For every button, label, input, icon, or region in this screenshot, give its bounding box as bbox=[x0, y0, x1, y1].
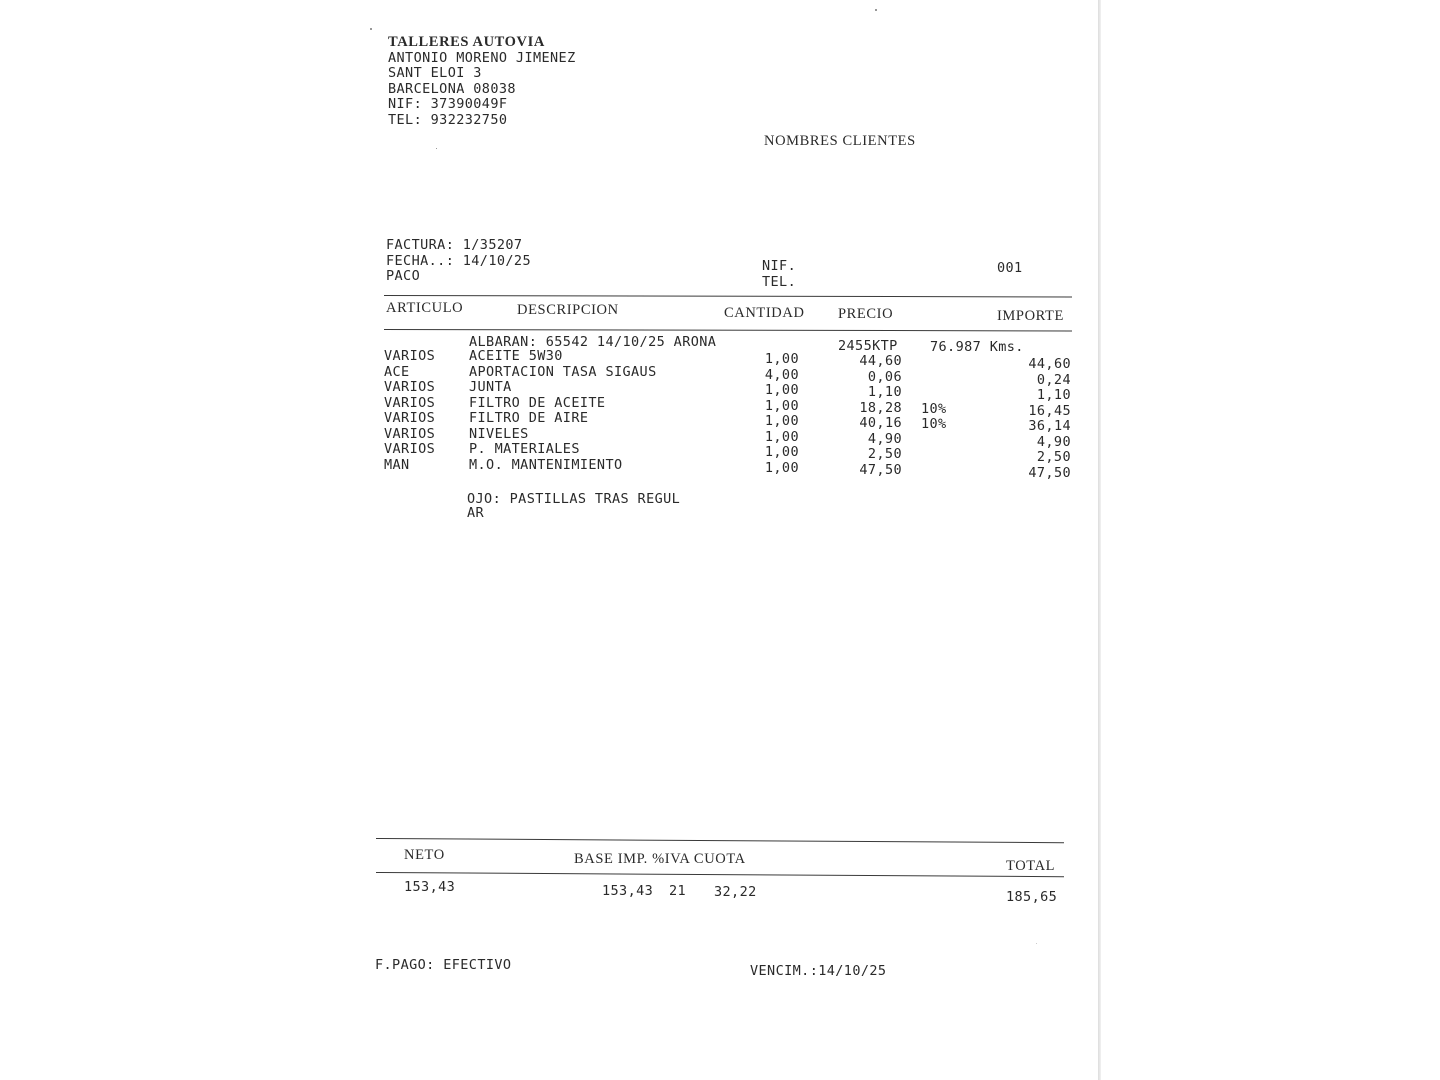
company-name: TALLERES AUTOVIA bbox=[388, 34, 545, 50]
client-nif-label: NIF. bbox=[762, 258, 797, 274]
line-item-cantidad: 1,00 bbox=[764, 397, 799, 414]
line-item-precio: 18,28 bbox=[859, 399, 902, 416]
client-code: 001 bbox=[997, 260, 1023, 276]
client-tel-label: TEL. bbox=[762, 274, 797, 290]
scan-speck bbox=[875, 9, 877, 11]
scan-speck bbox=[436, 148, 437, 149]
col-cantidad: CANTIDAD bbox=[724, 305, 805, 321]
company-owner: ANTONIO MORENO JIMENEZ bbox=[388, 50, 576, 66]
due-date: VENCIM.:14/10/25 bbox=[750, 963, 887, 979]
client-name-label: NOMBRES CLIENTES bbox=[764, 133, 916, 149]
line-item-precio: 40,16 bbox=[859, 415, 902, 431]
invoice-date: FECHA..: 14/10/25 bbox=[386, 253, 531, 269]
table-top-rule bbox=[384, 295, 1072, 297]
note-line-1: OJO: PASTILLAS TRAS REGUL bbox=[467, 491, 681, 507]
line-item-descripcion: FILTRO DE AIRE bbox=[469, 410, 589, 426]
line-item-descripcion: P. MATERIALES bbox=[469, 441, 580, 457]
line-item-importe: 2,50 bbox=[1036, 449, 1071, 465]
totals-total: 185,65 bbox=[1006, 889, 1058, 905]
line-item-articulo: VARIOS bbox=[384, 394, 436, 411]
company-nif: NIF: 37390049F bbox=[388, 96, 508, 112]
company-street: SANT ELOI 3 bbox=[388, 65, 482, 81]
invoice-operator: PACO bbox=[386, 268, 421, 284]
col-precio: PRECIO bbox=[838, 306, 894, 322]
line-item-articulo: VARIOS bbox=[384, 425, 436, 442]
albaran-kms: 76.987 Kms. bbox=[930, 339, 1024, 355]
col-articulo: ARTICULO bbox=[386, 300, 464, 316]
line-item-precio: 2,50 bbox=[867, 446, 902, 462]
page-edge bbox=[1098, 0, 1101, 1080]
line-item-descripcion: ACEITE 5W30 bbox=[469, 348, 563, 364]
line-item-cantidad: 1,00 bbox=[764, 413, 799, 429]
totals-cuota: 32,22 bbox=[714, 884, 757, 900]
invoice-number: FACTURA: 1/35207 bbox=[386, 237, 523, 253]
totals-total-label: TOTAL bbox=[1006, 858, 1056, 874]
line-item-cantidad: 1,00 bbox=[764, 444, 799, 460]
line-item-precio: 0,06 bbox=[867, 368, 902, 385]
company-city: BARCELONA 08038 bbox=[388, 81, 516, 97]
line-item-articulo: MAN bbox=[384, 456, 410, 473]
line-item-cantidad: 4,00 bbox=[764, 366, 799, 383]
line-item-importe: 47,50 bbox=[1028, 464, 1071, 481]
line-item-precio: 4,90 bbox=[867, 430, 902, 447]
line-item-precio: 1,10 bbox=[867, 384, 902, 400]
line-item-articulo: VARIOS bbox=[384, 379, 436, 395]
totals-mid-rule bbox=[376, 872, 1064, 877]
company-tel: TEL: 932232750 bbox=[388, 112, 508, 128]
line-item-articulo: VARIOS bbox=[384, 410, 436, 426]
line-item-descripcion: FILTRO DE ACEITE bbox=[469, 394, 606, 411]
albaran-plate: 2455KTP bbox=[838, 338, 898, 354]
line-item-precio: 47,50 bbox=[859, 461, 902, 478]
line-item-dto: 10% bbox=[921, 416, 947, 432]
line-item-descripcion: NIVELES bbox=[469, 425, 529, 442]
line-item-articulo: VARIOS bbox=[384, 348, 436, 364]
line-item-importe: 36,14 bbox=[1028, 418, 1071, 434]
scan-speck bbox=[370, 28, 372, 30]
scan-speck bbox=[1036, 943, 1037, 944]
line-item-importe: 16,45 bbox=[1028, 402, 1071, 419]
line-item-descripcion: JUNTA bbox=[469, 379, 512, 395]
totals-neto-label: NETO bbox=[404, 847, 445, 863]
totals-base-label: BASE IMP. %IVA CUOTA bbox=[574, 851, 746, 867]
line-item-cantidad: 1,00 bbox=[764, 459, 799, 476]
payment-method: F.PAGO: EFECTIVO bbox=[375, 957, 512, 973]
albaran-text: ALBARAN: 65542 14/10/25 ARONA bbox=[469, 334, 717, 350]
totals-neto: 153,43 bbox=[404, 879, 456, 895]
totals-base: 153,43 bbox=[602, 883, 654, 899]
line-item-importe: 44,60 bbox=[1028, 356, 1071, 372]
col-descripcion: DESCRIPCION bbox=[517, 302, 619, 318]
col-importe: IMPORTE bbox=[997, 308, 1064, 324]
line-item-descripcion: APORTACION TASA SIGAUS bbox=[469, 363, 657, 380]
line-item-dto: 10% bbox=[921, 400, 947, 417]
totals-iva: 21 bbox=[669, 883, 687, 899]
line-item-cantidad: 1,00 bbox=[764, 351, 799, 367]
note-line-2: AR bbox=[467, 505, 485, 521]
line-item-descripcion: M.O. MANTENIMIENTO bbox=[469, 456, 623, 473]
line-item-importe: 0,24 bbox=[1036, 371, 1071, 388]
line-item-articulo: ACE bbox=[384, 363, 410, 380]
line-item-cantidad: 1,00 bbox=[764, 382, 799, 398]
line-item-precio: 44,60 bbox=[859, 353, 902, 369]
totals-top-rule bbox=[376, 838, 1064, 843]
line-item-importe: 1,10 bbox=[1036, 387, 1071, 403]
line-item-cantidad: 1,00 bbox=[764, 428, 799, 445]
line-item-importe: 4,90 bbox=[1036, 433, 1071, 450]
line-item-articulo: VARIOS bbox=[384, 441, 436, 457]
table-header-rule bbox=[384, 329, 1072, 331]
